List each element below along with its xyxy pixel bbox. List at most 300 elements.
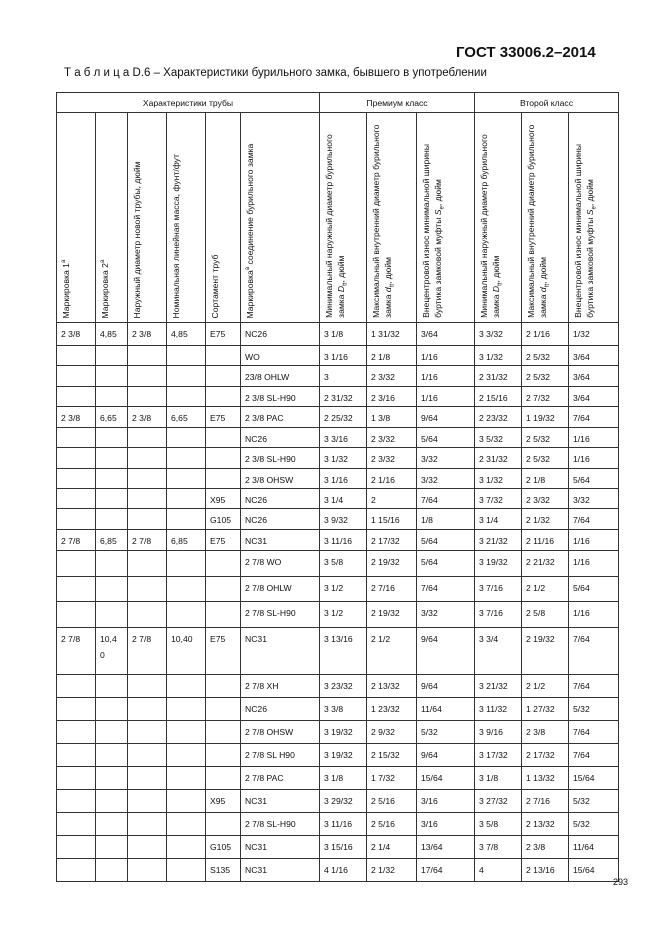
table-row <box>57 601 619 627</box>
table-cell: 2 31/32 <box>475 366 522 386</box>
table-cell <box>96 427 128 447</box>
header-second-eccentric-wear: Внецентровой износ минимальной ширины буртика замковой муфты $S_e$, дюйм <box>569 113 619 323</box>
table-cell: 7/64 <box>569 743 619 766</box>
table-cell: 1/16 <box>417 366 475 386</box>
table-cell: 9/64 <box>417 406 475 427</box>
table-cell: 2 31/32 <box>475 448 522 468</box>
table-cell: 3 3/32 <box>475 323 522 346</box>
table-cell: 2 19/32 <box>522 627 569 674</box>
table-cell: 7/64 <box>569 720 619 743</box>
table-cell: 3 15/16 <box>320 835 367 858</box>
table-cell: 3 21/32 <box>475 674 522 697</box>
table-cell: 2 3/8 <box>522 835 569 858</box>
table-cell: 3/16 <box>417 789 475 812</box>
table-cell: 13/64 <box>417 835 475 858</box>
table-cell: 3/16 <box>417 812 475 835</box>
table-cell: 3 1/4 <box>475 509 522 529</box>
table-cell <box>57 720 96 743</box>
table-row <box>57 488 619 508</box>
table-cell: 2 17/32 <box>367 529 417 550</box>
table-cell: 2 3/16 <box>367 386 417 406</box>
table-cell: NC26 <box>241 488 320 508</box>
table-cell <box>96 812 128 835</box>
table-cell: 3 1/32 <box>475 468 522 488</box>
table-cell <box>167 812 206 835</box>
table-cell: 5/64 <box>417 427 475 447</box>
table-cell: 2 15/16 <box>475 386 522 406</box>
table-cell: NC31 <box>241 529 320 550</box>
table-cell: NC31 <box>241 835 320 858</box>
header-connection: Маркировка$^a$ соединение бурильного замка <box>241 113 320 323</box>
group-pipe: Характеристики трубы <box>57 93 320 113</box>
table-row <box>57 346 619 366</box>
table-cell: 2 31/32 <box>320 386 367 406</box>
table-cell <box>167 550 206 576</box>
table-cell: 2 17/32 <box>522 743 569 766</box>
table-cell: 2 13/32 <box>522 812 569 835</box>
table-cell: 3 5/8 <box>475 812 522 835</box>
table-cell: 3/64 <box>569 386 619 406</box>
table-cell: 3 3/8 <box>320 697 367 720</box>
table-cell: 3 1/32 <box>475 346 522 366</box>
table-cell: 3 11/16 <box>320 812 367 835</box>
table-cell <box>57 576 96 601</box>
table-cell: 2 13/16 <box>522 858 569 881</box>
table-row <box>57 468 619 488</box>
table-cell: 2 7/8 SL-H90 <box>241 601 320 627</box>
table-cell <box>57 766 96 789</box>
table-cell: 15/64 <box>569 766 619 789</box>
table-cell: 3 17/32 <box>475 743 522 766</box>
table-cell: 3 1/2 <box>320 576 367 601</box>
table-cell: 2 1/2 <box>522 576 569 601</box>
table-cell: 6,85 <box>96 529 128 550</box>
page-number: 293 <box>613 877 629 887</box>
table-cell <box>57 812 96 835</box>
table-cell <box>96 576 128 601</box>
table-cell: 2 19/32 <box>367 550 417 576</box>
table-cell: 2 21/32 <box>522 550 569 576</box>
table-cell <box>96 346 128 366</box>
header-mark1: Маркировка 1$^a$ <box>57 113 96 323</box>
table-cell: 2 1/16 <box>367 468 417 488</box>
table-cell: 2 1/8 <box>367 346 417 366</box>
table-cell <box>206 386 241 406</box>
table-cell: 15/64 <box>417 766 475 789</box>
table-cell: 2 9/32 <box>367 720 417 743</box>
table-cell: 2 19/32 <box>367 601 417 627</box>
table-cell: 2 7/8 PAC <box>241 766 320 789</box>
table-cell: 2 7/8 <box>57 627 96 674</box>
table-cell: E75 <box>206 406 241 427</box>
table-cell: 2 3/8 <box>57 323 96 346</box>
table-cell: 2 3/32 <box>367 366 417 386</box>
table-cell: 1/32 <box>569 323 619 346</box>
table-cell <box>128 858 167 881</box>
table-row <box>57 627 619 674</box>
table-row <box>57 858 619 881</box>
table-cell <box>128 720 167 743</box>
table-cell: 3 27/32 <box>475 789 522 812</box>
table-row <box>57 674 619 697</box>
table-cell <box>206 427 241 447</box>
table-cell <box>167 509 206 529</box>
table-row <box>57 323 619 346</box>
table-body <box>57 323 619 882</box>
table-cell: 3/64 <box>417 323 475 346</box>
table-cell: 6,65 <box>167 406 206 427</box>
table-cell: 2 1/4 <box>367 835 417 858</box>
table-row <box>57 812 619 835</box>
table-cell: 3 1/4 <box>320 488 367 508</box>
table-cell: 2 7/8 OHSW <box>241 720 320 743</box>
table-cell <box>96 386 128 406</box>
table-row <box>57 427 619 447</box>
table-cell: NC26 <box>241 509 320 529</box>
table-cell: 2 25/32 <box>320 406 367 427</box>
table-cell <box>96 835 128 858</box>
table-cell: 2 3/8 <box>128 406 167 427</box>
table-cell: 1/8 <box>417 509 475 529</box>
header-linear-mass: Номинальная линейная масса, фунт/фут <box>167 113 206 323</box>
table-cell: 2 5/32 <box>522 346 569 366</box>
table-cell: E75 <box>206 627 241 674</box>
table-cell: 2 1/32 <box>367 858 417 881</box>
table-cell: 9/64 <box>417 674 475 697</box>
table-cell <box>96 858 128 881</box>
table-cell: 2 5/16 <box>367 812 417 835</box>
table-cell: 7/64 <box>569 406 619 427</box>
table-cell: 4,85 <box>96 323 128 346</box>
table-cell: 1/16 <box>569 529 619 550</box>
table-row <box>57 448 619 468</box>
table-cell: 2 1/8 <box>522 468 569 488</box>
table-cell <box>167 427 206 447</box>
table-cell <box>167 789 206 812</box>
table-cell <box>167 766 206 789</box>
table-cell: 3/64 <box>569 346 619 366</box>
table-cell: 3 1/8 <box>320 323 367 346</box>
table-cell: 2 1/32 <box>522 509 569 529</box>
table-cell: 1 31/32 <box>367 323 417 346</box>
table-cell <box>128 576 167 601</box>
table-cell <box>128 789 167 812</box>
table-cell: 1/16 <box>569 550 619 576</box>
table-cell: WO <box>241 346 320 366</box>
table-cell <box>128 766 167 789</box>
table-cell <box>128 509 167 529</box>
table-cell: 3 1/16 <box>320 468 367 488</box>
table-cell <box>57 509 96 529</box>
table-cell <box>57 601 96 627</box>
standard-number: ГОСТ 33006.2–2014 <box>456 44 596 61</box>
table-cell <box>167 366 206 386</box>
table-cell: 3 19/32 <box>320 720 367 743</box>
table-cell: 7/64 <box>417 488 475 508</box>
table-row <box>57 835 619 858</box>
table-cell: 2 5/32 <box>522 427 569 447</box>
table-cell: 2 7/8 <box>128 529 167 550</box>
table-cell: 5/32 <box>417 720 475 743</box>
table-cell: 3 1/32 <box>320 448 367 468</box>
table-cell <box>96 509 128 529</box>
table-cell <box>96 766 128 789</box>
header-premium-min-od: Минимальный наружный диаметр бурильного замка $D_{tt}$, дюйм <box>320 113 367 323</box>
table-cell: 7/64 <box>569 674 619 697</box>
table-cell <box>206 366 241 386</box>
table-cell: 3 5/8 <box>320 550 367 576</box>
table-cell: 3 7/8 <box>475 835 522 858</box>
table-cell: 6,85 <box>167 529 206 550</box>
table-cell <box>128 743 167 766</box>
table-cell <box>57 550 96 576</box>
table-cell <box>96 448 128 468</box>
header-second-min-od: Минимальный наружный диаметр бурильного замка $D_{tt}$, дюйм <box>475 113 522 323</box>
table-cell: 1 7/32 <box>367 766 417 789</box>
group-second: Второй класс <box>475 93 619 113</box>
table-cell: NC31 <box>241 627 320 674</box>
table-cell: 2 23/32 <box>475 406 522 427</box>
table-cell: 2 15/32 <box>367 743 417 766</box>
table-cell: 3 13/16 <box>320 627 367 674</box>
table-cell: 2 3/8 SL-H90 <box>241 448 320 468</box>
table-cell <box>206 812 241 835</box>
table-cell: 2 3/32 <box>522 488 569 508</box>
table-cell: 4,85 <box>167 323 206 346</box>
table-cell: 2 7/8 OHLW <box>241 576 320 601</box>
table-cell: 3/64 <box>569 366 619 386</box>
table-cell: 15/64 <box>569 858 619 881</box>
table-cell <box>128 812 167 835</box>
table-cell: 2 7/16 <box>367 576 417 601</box>
table-cell: 7/64 <box>417 576 475 601</box>
table-cell: 2 5/32 <box>522 448 569 468</box>
table-cell: 2 3/8 <box>128 323 167 346</box>
table-cell: 3 9/32 <box>320 509 367 529</box>
table-cell: 2 7/32 <box>522 386 569 406</box>
table-cell <box>96 601 128 627</box>
table-cell: 5/64 <box>569 468 619 488</box>
table-row <box>57 766 619 789</box>
table-cell: G105 <box>206 509 241 529</box>
table-cell: 5/64 <box>417 529 475 550</box>
table-cell <box>128 488 167 508</box>
table-cell <box>167 601 206 627</box>
header-pipe-grade: Сортамент труб <box>206 113 241 323</box>
header-premium-max-id: Максимальный внутренний диаметр бурильного замка $d_{tt}$, дюйм <box>367 113 417 323</box>
table-cell: 2 11/16 <box>522 529 569 550</box>
table-cell: 1/16 <box>417 346 475 366</box>
table-cell <box>206 720 241 743</box>
table-cell: X95 <box>206 789 241 812</box>
table-cell: 9/64 <box>417 743 475 766</box>
table-cell <box>57 427 96 447</box>
table-cell: 2 3/8 PAC <box>241 406 320 427</box>
table-cell <box>57 858 96 881</box>
table-cell: 3 9/16 <box>475 720 522 743</box>
table-row <box>57 509 619 529</box>
table-cell: 2 1/2 <box>522 674 569 697</box>
table-cell: 2 3/8 <box>522 720 569 743</box>
table-caption: Т а б л и ц а D.6 – Характеристики бурильного замка, бывшего в употреблении <box>64 67 487 79</box>
table-cell: 11/64 <box>569 835 619 858</box>
table-cell: 2 7/8 XH <box>241 674 320 697</box>
table-row <box>57 743 619 766</box>
table-cell <box>167 448 206 468</box>
table-cell <box>206 766 241 789</box>
table-cell <box>128 366 167 386</box>
table-cell <box>128 601 167 627</box>
group-premium: Премиум класс <box>320 93 475 113</box>
table-cell: 3 7/32 <box>475 488 522 508</box>
table-cell: 1/16 <box>569 427 619 447</box>
table-cell: 2 7/8 <box>128 627 167 674</box>
table-row <box>57 576 619 601</box>
table-cell: 3 11/16 <box>320 529 367 550</box>
table-cell: 6,65 <box>96 406 128 427</box>
table-cell: 3 1/16 <box>320 346 367 366</box>
table-cell: 9/64 <box>417 627 475 674</box>
table-cell: 2 7/8 WO <box>241 550 320 576</box>
table-cell <box>167 346 206 366</box>
table-cell <box>57 789 96 812</box>
table-cell <box>128 697 167 720</box>
table-cell <box>128 835 167 858</box>
table-cell <box>167 488 206 508</box>
table-cell <box>128 448 167 468</box>
table-cell: 2 7/8 SL H90 <box>241 743 320 766</box>
table-cell: 10,4 0 <box>96 627 128 674</box>
table-cell <box>206 550 241 576</box>
table-cell: 3 21/32 <box>475 529 522 550</box>
table-cell <box>167 858 206 881</box>
table-cell <box>206 448 241 468</box>
table-cell <box>96 720 128 743</box>
table-cell: 2 3/8 SL-H90 <box>241 386 320 406</box>
table-cell: 2 7/16 <box>522 789 569 812</box>
table-cell <box>57 468 96 488</box>
table-cell: 1 15/16 <box>367 509 417 529</box>
table-cell: 2 7/8 SL-H90 <box>241 812 320 835</box>
table-cell: 3 1/8 <box>475 766 522 789</box>
table-cell: 2 7/8 <box>57 529 96 550</box>
table-cell: 5/64 <box>569 576 619 601</box>
table-cell <box>167 386 206 406</box>
table-cell <box>96 674 128 697</box>
table-cell: 3 3/4 <box>475 627 522 674</box>
table-row <box>57 406 619 427</box>
header-outer-diameter: Наружный диаметр новой трубы, дюйм <box>128 113 167 323</box>
table-cell: 7/64 <box>569 509 619 529</box>
table-cell: NC31 <box>241 858 320 881</box>
table-cell: 1 19/32 <box>522 406 569 427</box>
table-cell: NC26 <box>241 323 320 346</box>
table-cell <box>96 550 128 576</box>
table-cell: 1 3/8 <box>367 406 417 427</box>
table-cell <box>128 674 167 697</box>
table-cell: 3 5/32 <box>475 427 522 447</box>
table-cell: 1 13/32 <box>522 766 569 789</box>
table-cell <box>57 835 96 858</box>
table-cell: 3/32 <box>417 601 475 627</box>
table-cell: 2 5/8 <box>522 601 569 627</box>
table-cell: 3 29/32 <box>320 789 367 812</box>
header-mark2: Маркировка 2$^a$ <box>96 113 128 323</box>
table-cell: 3 7/16 <box>475 576 522 601</box>
table-cell <box>57 674 96 697</box>
table-cell: 3 1/2 <box>320 601 367 627</box>
table-cell <box>206 697 241 720</box>
table-cell <box>96 789 128 812</box>
table-cell: 2 <box>367 488 417 508</box>
table-cell: 17/64 <box>417 858 475 881</box>
table-cell: 4 1/16 <box>320 858 367 881</box>
table-cell <box>167 674 206 697</box>
table-cell: 3 19/32 <box>320 743 367 766</box>
table-cell <box>57 743 96 766</box>
table-cell: 2 5/16 <box>367 789 417 812</box>
table-row <box>57 529 619 550</box>
table-cell: E75 <box>206 529 241 550</box>
table-row <box>57 720 619 743</box>
table-cell: 2 3/32 <box>367 427 417 447</box>
table-cell: 11/64 <box>417 697 475 720</box>
table-row <box>57 386 619 406</box>
table-cell <box>96 697 128 720</box>
header-premium-eccentric-wear: Внецентровой износ минимальной ширины буртика замковой муфты $S_e$, дюйм <box>417 113 475 323</box>
table-cell: 1 27/32 <box>522 697 569 720</box>
table-cell <box>167 576 206 601</box>
table-cell <box>128 468 167 488</box>
table-cell: 3 19/32 <box>475 550 522 576</box>
table-cell: 3 1/8 <box>320 766 367 789</box>
table-cell <box>57 346 96 366</box>
table-cell: 1/16 <box>569 448 619 468</box>
table-cell: 3/32 <box>569 488 619 508</box>
table-cell <box>206 346 241 366</box>
table-row <box>57 366 619 386</box>
table-row <box>57 697 619 720</box>
table-cell: 3 23/32 <box>320 674 367 697</box>
table-cell <box>57 386 96 406</box>
table-cell <box>57 697 96 720</box>
table-cell <box>167 743 206 766</box>
table-cell: 1/16 <box>569 601 619 627</box>
table-cell <box>96 366 128 386</box>
table-cell <box>167 835 206 858</box>
table-cell <box>57 366 96 386</box>
header-second-max-id: Максимальный внутренний диаметр бурильного замка $d_{tt}$, дюйм <box>522 113 569 323</box>
table-cell: 2 3/32 <box>367 448 417 468</box>
table-cell: 10,40 <box>167 627 206 674</box>
table-cell: S135 <box>206 858 241 881</box>
table-cell: 2 1/2 <box>367 627 417 674</box>
table-cell <box>206 576 241 601</box>
table-cell: 2 3/8 OHSW <box>241 468 320 488</box>
table-cell: G105 <box>206 835 241 858</box>
table-cell: 3 7/16 <box>475 601 522 627</box>
table-cell <box>167 720 206 743</box>
table-cell <box>128 550 167 576</box>
table-cell: 3 11/32 <box>475 697 522 720</box>
table-row <box>57 789 619 812</box>
table-cell <box>96 468 128 488</box>
table-cell: 5/32 <box>569 812 619 835</box>
table-cell <box>167 697 206 720</box>
table-cell <box>167 468 206 488</box>
table-cell: 3/32 <box>417 468 475 488</box>
table-cell <box>96 743 128 766</box>
